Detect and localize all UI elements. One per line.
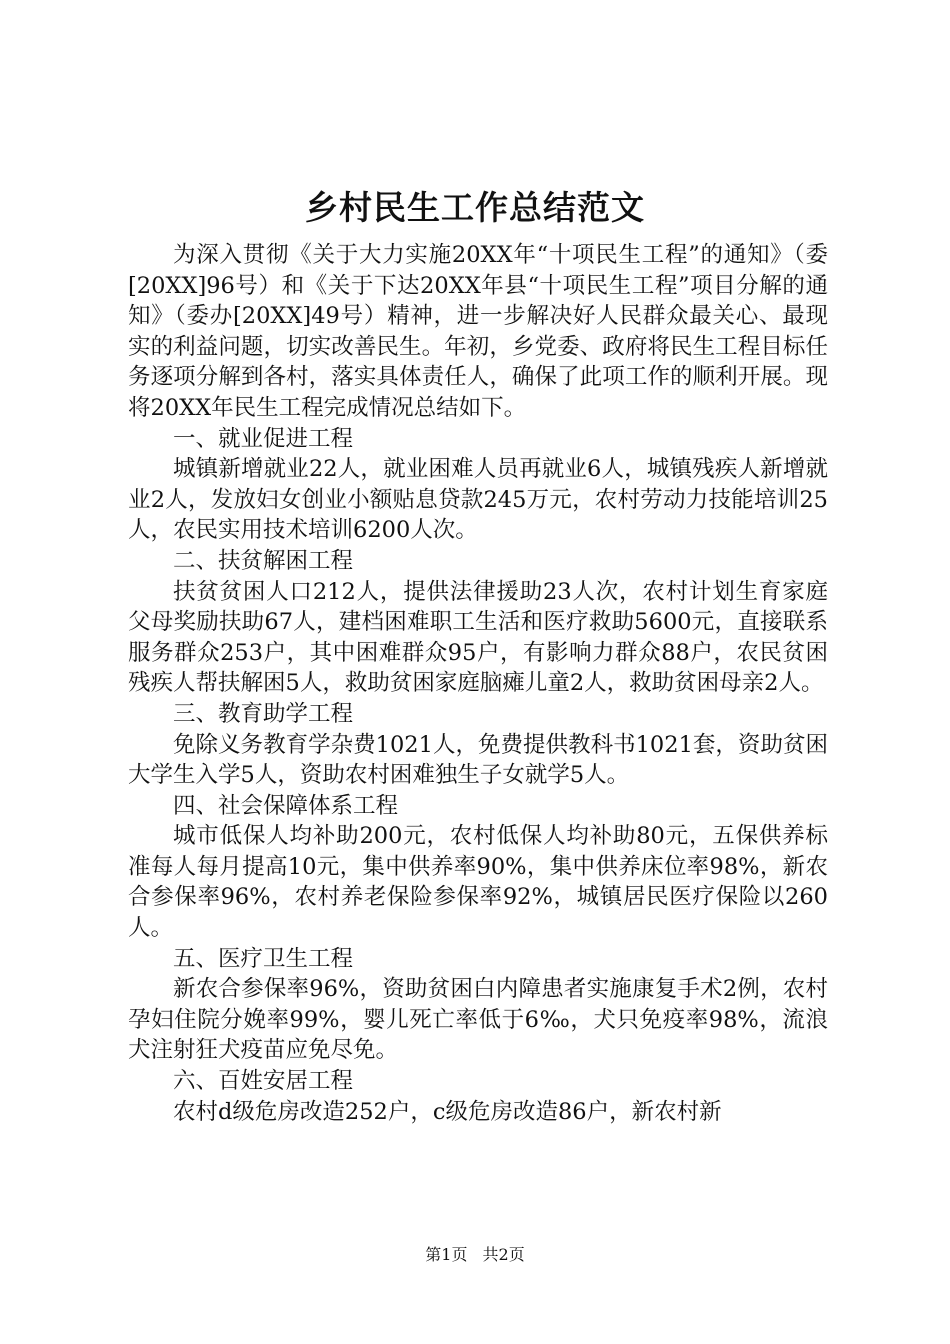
document-title: 乡村民生工作总结范文 [305, 188, 645, 227]
section-paragraph-poverty: 扶贫贫困人口212人，提供法律援助23人次，农村计划生育家庭父母奖励扶助67人，建档困难职工生活和医疗救助5600元，直接联系服务群众253户，其中困难群众95户，有影响力群众88户，农民贫困残疾人帮扶解困5人，救助贫困家庭脑瘫儿童2人，救助贫困母亲2人。 [128, 578, 828, 697]
page-number: 第1页 [425, 1245, 468, 1264]
section-heading-housing: 六、百姓安居工程 [173, 1068, 354, 1095]
page-total: 共2页 [482, 1245, 525, 1264]
section-paragraph-health: 新农合参保率96%，资助贫困白内障患者实施康复手术2例，农村孕妇住院分娩率99%，婴儿死亡率低于6‰，犬只免疫率98%，流浪犬注射狂犬疫苗应免尽免。 [128, 976, 828, 1064]
section-paragraph-housing: 农村d级危房改造252户，c级危房改造86户，新农村新 [173, 1098, 722, 1125]
section-heading-health: 五、医疗卫生工程 [173, 945, 354, 972]
section-heading-poverty: 二、扶贫解困工程 [173, 547, 354, 574]
document-body [128, 240, 828, 1127]
intro-paragraph: 为深入贯彻《关于大力实施20XX年“十项民生工程”的通知》（委[20XX]96号）和《关于下达20XX年县“十项民生工程”项目分解的通知》（委办[20XX]49号）精神，进一步解决好人民群众最关心、最现实的利益问题，切实改善民生。年初，乡党委、政府将民生工程目标任务逐项分解到各村，落实具体责任人，确保了此项工作的顺利开展。现将20XX年民生工程完成情况总结如下。 [128, 242, 828, 421]
section-heading-social-security: 四、社会保障体系工程 [173, 792, 399, 819]
section-paragraph-employment: 城镇新增就业22人，就业困难人员再就业6人，城镇残疾人新增就业2人，发放妇女创业小额贴息贷款245万元，农村劳动力技能培训25人，农民实用技术培训6200人次。 [128, 456, 828, 544]
section-heading-employment: 一、就业促进工程 [173, 425, 354, 452]
section-heading-education: 三、教育助学工程 [173, 700, 354, 727]
section-paragraph-education: 免除义务教育学杂费1021人，免费提供教科书1021套，资助贫困大学生入学5人，资助农村困难独生子女就学5人。 [128, 731, 828, 789]
section-paragraph-social-security: 城市低保人均补助200元，农村低保人均补助80元，五保供养标准每人每月提高10元，集中供养率90%，集中供养床位率98%，新农合参保率96%，农村养老保险参保率92%，城镇居民医疗保险以260人。 [128, 823, 828, 942]
page-footer [0, 1244, 950, 1266]
